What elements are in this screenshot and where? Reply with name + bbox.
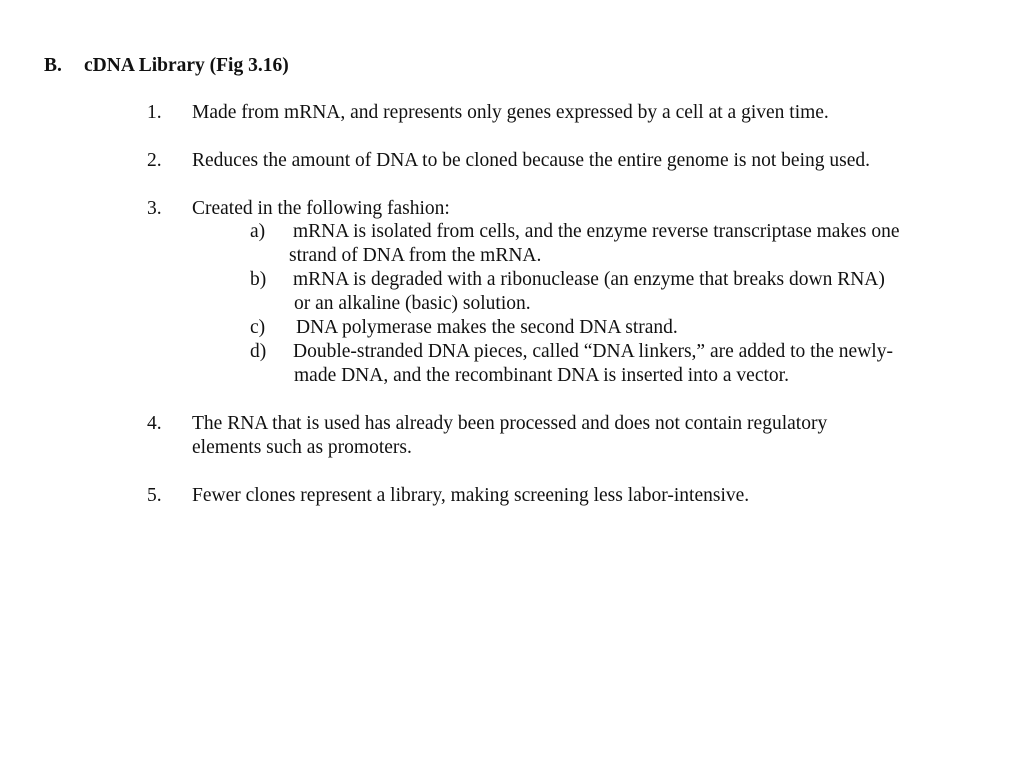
- subitem-letter: b): [250, 269, 267, 290]
- subitem-text: Double-stranded DNA pieces, called “DNA linkers,” are added to the newly-: [293, 341, 893, 362]
- subitem-letter: d): [250, 341, 267, 362]
- item-number: 3.: [147, 198, 162, 219]
- subitem-text: mRNA is isolated from cells, and the enzyme reverse transcriptase makes one: [293, 221, 900, 242]
- subitem-text: mRNA is degraded with a ribonuclease (an enzyme that breaks down RNA): [293, 269, 885, 290]
- subitem-text: made DNA, and the recombinant DNA is inserted into a vector.: [294, 365, 789, 386]
- item-text: Made from mRNA, and represents only genes expressed by a cell at a given time.: [192, 102, 829, 123]
- item-number: 4.: [147, 413, 162, 434]
- item-text: Created in the following fashion:: [192, 198, 450, 219]
- subitem-text: or an alkaline (basic) solution.: [294, 293, 531, 314]
- subitem-text: strand of DNA from the mRNA.: [289, 245, 542, 266]
- item-number: 1.: [147, 102, 162, 123]
- item-text: Fewer clones represent a library, making screening less labor-intensive.: [192, 485, 750, 506]
- subitem-letter: a): [250, 221, 266, 242]
- item-number: 5.: [147, 485, 162, 506]
- subitem-text: DNA polymerase makes the second DNA strand.: [296, 317, 678, 338]
- heading-marker: B.: [44, 55, 62, 76]
- subitem-letter: c): [250, 317, 266, 338]
- item-number: 2.: [147, 150, 162, 171]
- item-text: elements such as promoters.: [192, 437, 412, 458]
- heading-title: cDNA Library (Fig 3.16): [84, 55, 289, 76]
- item-text: Reduces the amount of DNA to be cloned because the entire genome is not being used.: [192, 150, 870, 171]
- item-text: The RNA that is used has already been processed and does not contain regulatory: [192, 413, 828, 434]
